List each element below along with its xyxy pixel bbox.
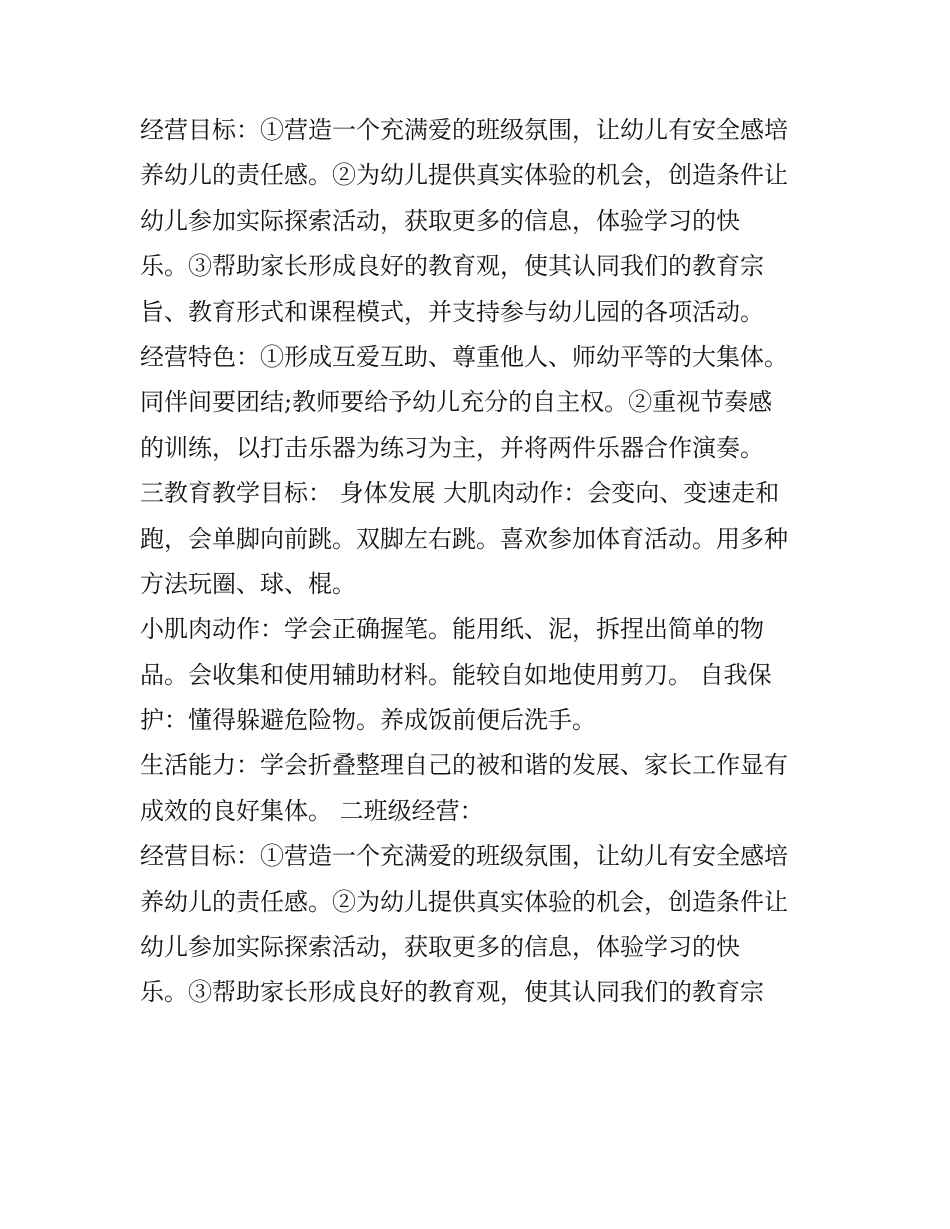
text-line: 生活能力：学会折叠整理自己的被和谐的发展、家长工作显有 [140, 751, 788, 780]
text-line: 旨、教育形式和课程模式，并支持参与幼儿园的各项活动。 [140, 297, 764, 326]
text-line: 方法玩圈、球、棍。 [140, 569, 356, 598]
text-line: 乐。③帮助家长形成良好的教育观，使其认同我们的教育宗 [140, 978, 764, 1007]
text-line: 成效的良好集体。 二班级经营： [140, 796, 484, 825]
text-line: 幼儿参加实际探索活动，获取更多的信息，体验学习的快 [140, 933, 740, 962]
text-line: 养幼儿的责任感。②为幼儿提供真实体验的机会，创造条件让 [140, 887, 788, 916]
text-line: 养幼儿的责任感。②为幼儿提供真实体验的机会，创造条件让 [140, 161, 788, 190]
text-line: 小肌肉动作：学会正确握笔。能用纸、泥，拆捏出简单的物 [140, 615, 764, 644]
text-line: 品。会收集和使用辅助材料。能较自如地使用剪刀。 自我保 [140, 660, 772, 689]
text-line: 乐。③帮助家长形成良好的教育观，使其认同我们的教育宗 [140, 252, 764, 281]
text-line: 三教育教学目标： 身体发展 大肌肉动作：会变向、变速走和 [140, 479, 780, 508]
document-body [140, 108, 820, 1016]
text-line: 同伴间要团结;教师要给予幼儿充分的自主权。②重视节奏感 [140, 388, 773, 417]
text-line: 经营目标：①营造一个充满爱的班级氛围，让幼儿有安全感培 [140, 842, 788, 871]
text-line: 护：懂得躲避危险物。养成饭前便后洗手。 [140, 706, 596, 735]
text-line: 经营特色：①形成互爱互助、尊重他人、师幼平等的大集体。 [140, 342, 788, 371]
text-line: 的训练，以打击乐器为练习为主，并将两件乐器合作演奏。 [140, 433, 764, 462]
text-line: 跑，会单脚向前跳。双脚左右跳。喜欢参加体育活动。用多种 [140, 524, 788, 553]
text-line: 幼儿参加实际探索活动，获取更多的信息，体验学习的快 [140, 206, 740, 235]
text-line: 经营目标：①营造一个充满爱的班级氛围，让幼儿有安全感培 [140, 116, 788, 144]
